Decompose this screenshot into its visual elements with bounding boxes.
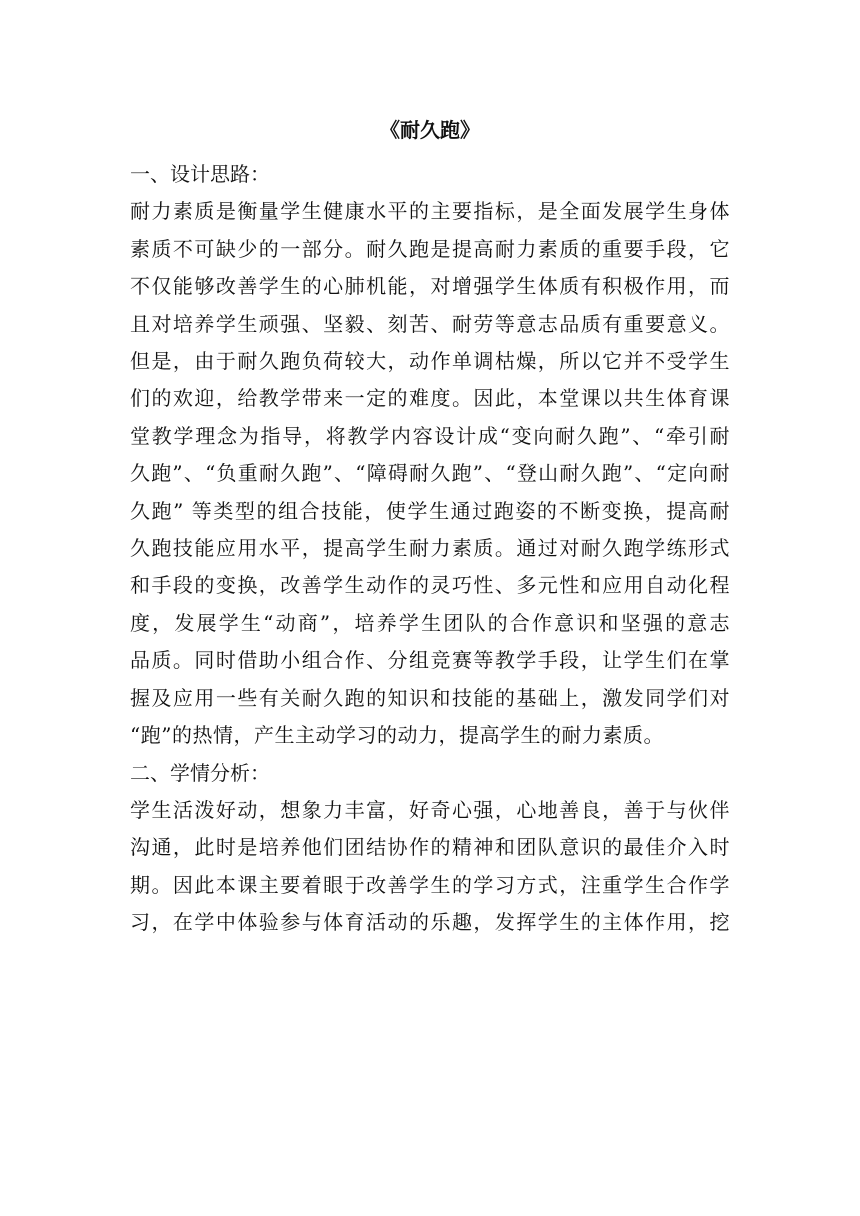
- text-line: 久跑技能应用水平，提高学生耐力素质。通过对耐久跑学练形式: [130, 536, 730, 561]
- text-line: 学生活泼好动，想象力丰富，好奇心强，心地善良，善于与伙伴: [130, 797, 730, 822]
- text-line: 度，发展学生“动商”，培养学生团队的合作意识和坚强的意志: [130, 610, 730, 635]
- text-line: 握及应用一些有关耐久跑的知识和技能的基础上，激发同学们对: [130, 685, 730, 710]
- text-line: 久跑”、“负重耐久跑”、“障碍耐久跑”、“登山耐久跑”、“定向耐: [130, 461, 730, 486]
- text-line: 和手段的变换，改善学生动作的灵巧性、多元性和应用自动化程: [130, 573, 730, 598]
- text-line: 且对培养学生顽强、坚毅、刻苦、耐劳等意志品质有重要意义。: [130, 311, 730, 336]
- section-heading-analysis: 二、学情分析：: [130, 760, 270, 785]
- text-line: 期。因此本课主要着眼于改善学生的学习方式，注重学生合作学: [130, 872, 730, 897]
- text-line: 不仅能够改善学生的心肺机能，对增强学生体质有积极作用，而: [130, 274, 730, 299]
- text-line: 堂教学理念为指导，将教学内容设计成“变向耐久跑”、“牵引耐: [130, 423, 730, 448]
- section-body-analysis: [130, 792, 730, 942]
- text-line: 品质。同时借助小组合作、分组竞赛等教学手段，让学生们在掌: [130, 648, 730, 673]
- text-line: “跑”的热情，产生主动学习的动力，提高学生的耐力素质。: [130, 723, 664, 748]
- document-body: [130, 112, 730, 942]
- text-line: 但是，由于耐久跑负荷较大，动作单调枯燥，所以它并不受学生: [130, 349, 730, 374]
- text-line: 沟通，此时是培养他们团结协作的精神和团队意识的最佳介入时: [130, 835, 730, 860]
- document-title: 《耐久跑》: [380, 118, 480, 142]
- section-heading-design: 一、设计思路：: [130, 162, 270, 186]
- text-line: 耐力素质是衡量学生健康水平的主要指标，是全面发展学生身体: [130, 199, 730, 224]
- text-line: 素质不可缺少的一部分。耐久跑是提高耐力素质的重要手段，它: [130, 236, 730, 261]
- text-line: 们的欢迎，给教学带来一定的难度。因此，本堂课以共生体育课: [130, 386, 730, 411]
- section-body-design: [130, 193, 730, 754]
- text-line: 久跑” 等类型的组合技能，使学生通过跑姿的不断变换，提高耐: [130, 498, 730, 523]
- text-line: 习，在学中体验参与体育活动的乐趣，发挥学生的主体作用，挖: [130, 910, 730, 935]
